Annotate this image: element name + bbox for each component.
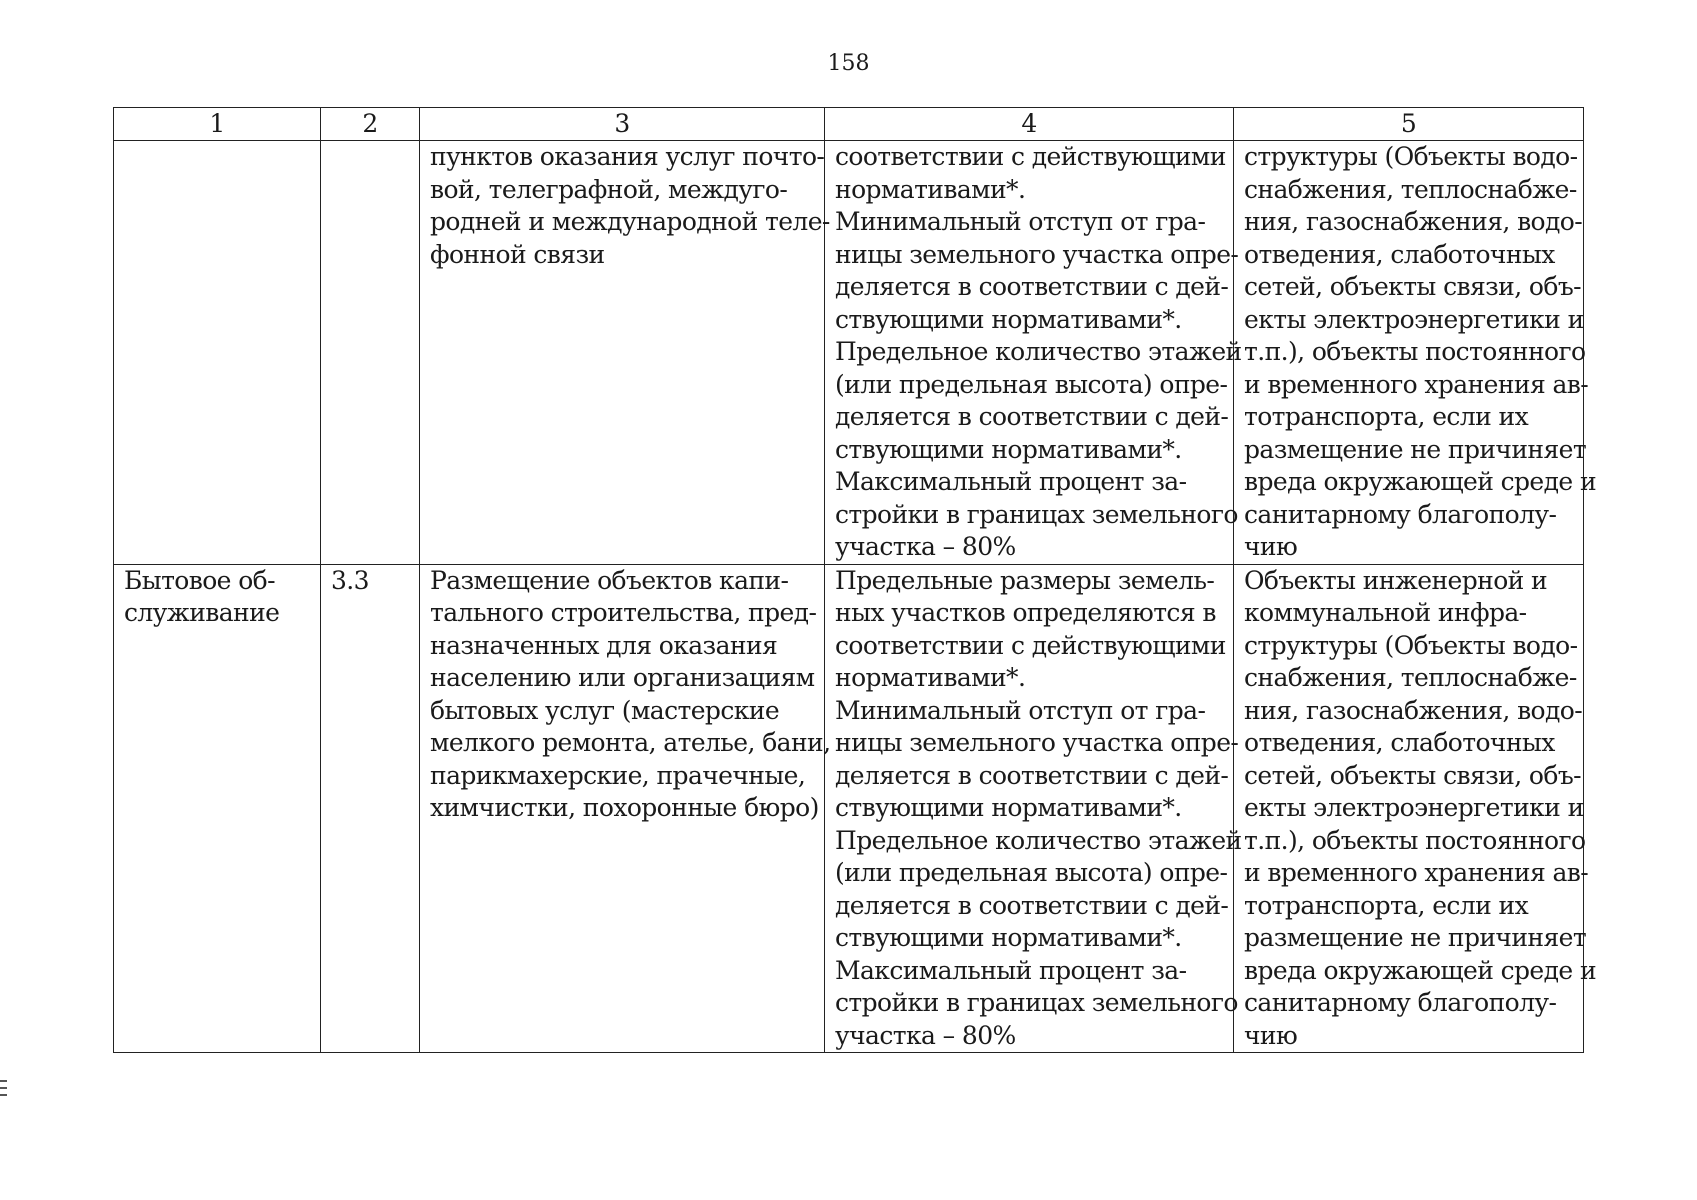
cell-text-line: тотранспорта, если их: [1244, 402, 1529, 431]
cell-text-line: ствующими нормативами*.: [835, 793, 1182, 822]
cell-text-line: отведения, слаботочных: [1244, 239, 1555, 269]
row-cell-col5: [1234, 564, 1597, 1053]
cell-text-line: т.п.), объекты постоянного: [1244, 337, 1586, 366]
cell-text-line: чию: [1244, 532, 1298, 561]
table-row: [114, 564, 1584, 1053]
table-header-row: [114, 108, 1584, 141]
header-cell-2: 2: [321, 108, 420, 141]
cell-text-line: Предельные размеры земель-: [835, 565, 1215, 595]
row-cell-col4: [825, 564, 1242, 1053]
cell-text-line: екты электроэнергетики и: [1244, 304, 1584, 334]
cell-text-line: соответствии с действующими: [835, 630, 1226, 660]
cell-text-line: нормативами*.: [835, 663, 1026, 692]
header-cell-1: 1: [114, 108, 321, 141]
row-cell-col4: [825, 141, 1242, 565]
cell-text-line: вреда окружающей среде и: [1244, 467, 1597, 496]
cell-text-line: населению или организациям: [430, 663, 815, 692]
cell-text-line: санитарному благополу-: [1244, 988, 1557, 1017]
cell-text-line: тального строительства, пред-: [430, 598, 817, 627]
cell-text-line: мелкого ремонта, ателье, бани,: [430, 728, 831, 757]
cell-text-line: ствующими нормативами*.: [835, 304, 1182, 334]
row-cell-col2: [321, 564, 420, 1053]
row-cell-col5: [1234, 141, 1597, 565]
cell-text-line: санитарному благополу-: [1244, 499, 1557, 529]
cell-text-line: родней и международной теле-: [430, 207, 830, 236]
cell-text-line: тотранспорта, если их: [1244, 890, 1529, 920]
header-cell-5: 5: [1234, 108, 1584, 141]
cell-text-line: Бытовое об-: [124, 565, 275, 595]
cell-text-line: химчистки, похоронные бюро): [430, 793, 819, 822]
cell-text-line: Минимальный отступ от гра-: [835, 695, 1206, 725]
header-cell-3: 3: [420, 108, 825, 141]
cell-text-line: Предельное количество этажей: [835, 825, 1242, 855]
cell-text-line: пунктов оказания услуг почто-: [430, 142, 825, 171]
cell-text-line: парикмахерские, прачечные,: [430, 760, 806, 790]
cell-text-line: стройки в границах земельного: [835, 499, 1238, 529]
cell-text-line: размещение не причиняет: [1244, 923, 1587, 952]
cell-text-line: бытовых услуг (мастерские: [430, 695, 780, 725]
cell-text-line: ствующими нормативами*.: [835, 923, 1182, 952]
cell-text-line: Максимальный процент за-: [835, 467, 1187, 496]
table-row: [114, 141, 1584, 565]
cell-text-line: участка – 80%: [835, 532, 1016, 561]
cell-text-line: (или предельная высота) опре-: [835, 369, 1228, 399]
margin-mark: [0, 1087, 7, 1089]
cell-text-line: размещение не причиняет: [1244, 434, 1587, 464]
cell-text-line: деляется в соответствии с дей-: [835, 272, 1229, 301]
cell-text-line: (или предельная высота) опре-: [835, 858, 1228, 887]
cell-text-line: деляется в соответствии с дей-: [835, 890, 1229, 920]
row-cell-col3: [420, 564, 831, 1053]
cell-text-line: назначенных для оказания: [430, 630, 778, 660]
cell-text-line: Минимальный отступ от гра-: [835, 207, 1206, 236]
cell-text-line: Предельное количество этажей: [835, 337, 1242, 366]
margin-mark: [0, 1094, 7, 1096]
cell-text-line: т.п.), объекты постоянного: [1244, 825, 1586, 855]
cell-text-line: Максимальный процент за-: [835, 955, 1187, 985]
cell-text-line: вой, телеграфной, междуго-: [430, 174, 788, 204]
cell-text-line: служивание: [124, 598, 280, 627]
document-table: [113, 107, 1597, 1053]
cell-text-line: Размещение объектов капи-: [430, 565, 789, 595]
cell-text-line: ния, газоснабжения, водо-: [1244, 695, 1583, 725]
cell-text-line: вреда окружающей среде и: [1244, 955, 1597, 985]
cell-text-line: Объекты инженерной и: [1244, 565, 1548, 595]
cell-text-line: и временного хранения ав-: [1244, 369, 1589, 399]
cell-text-line: чию: [1244, 1020, 1298, 1050]
row-cell-col2: [321, 141, 420, 565]
margin-mark: [0, 1080, 7, 1082]
page-number: 158: [827, 51, 870, 76]
cell-text-line: отведения, слаботочных: [1244, 728, 1555, 757]
cell-text-line: деляется в соответствии с дей-: [835, 760, 1229, 790]
cell-text-line: ницы земельного участка опре-: [835, 239, 1239, 269]
cell-text-line: фонной связи: [430, 239, 605, 269]
cell-text-line: сетей, объекты связи, объ-: [1244, 272, 1581, 301]
cell-text-line: структуры (Объекты водо-: [1244, 630, 1578, 660]
cell-text-line: соответствии с действующими: [835, 142, 1226, 171]
row-cell-col1: [114, 141, 321, 565]
cell-text-line: екты электроэнергетики и: [1244, 793, 1584, 822]
cell-text-line: снабжения, теплоснабже-: [1244, 174, 1577, 204]
row-cell-col1: [114, 564, 321, 1053]
cell-text-line: нормативами*.: [835, 174, 1026, 204]
cell-text-line: деляется в соответствии с дей-: [835, 402, 1229, 431]
cell-text-line: сетей, объекты связи, объ-: [1244, 760, 1581, 790]
cell-text-line: участка – 80%: [835, 1020, 1016, 1050]
cell-text-line: снабжения, теплоснабже-: [1244, 663, 1577, 692]
cell-text-line: ствующими нормативами*.: [835, 434, 1182, 464]
cell-text-line: стройки в границах земельного: [835, 988, 1238, 1017]
header-cell-4: 4: [825, 108, 1234, 141]
cell-text-line: 3.3: [331, 565, 369, 595]
cell-text-line: ницы земельного участка опре-: [835, 728, 1239, 757]
cell-text-line: структуры (Объекты водо-: [1244, 142, 1578, 171]
cell-text-line: ных участков определяются в: [835, 598, 1216, 627]
row-cell-col3: [420, 141, 830, 565]
cell-text-line: ния, газоснабжения, водо-: [1244, 207, 1583, 236]
cell-text-line: коммунальной инфра-: [1244, 598, 1527, 627]
cell-text-line: и временного хранения ав-: [1244, 858, 1589, 887]
